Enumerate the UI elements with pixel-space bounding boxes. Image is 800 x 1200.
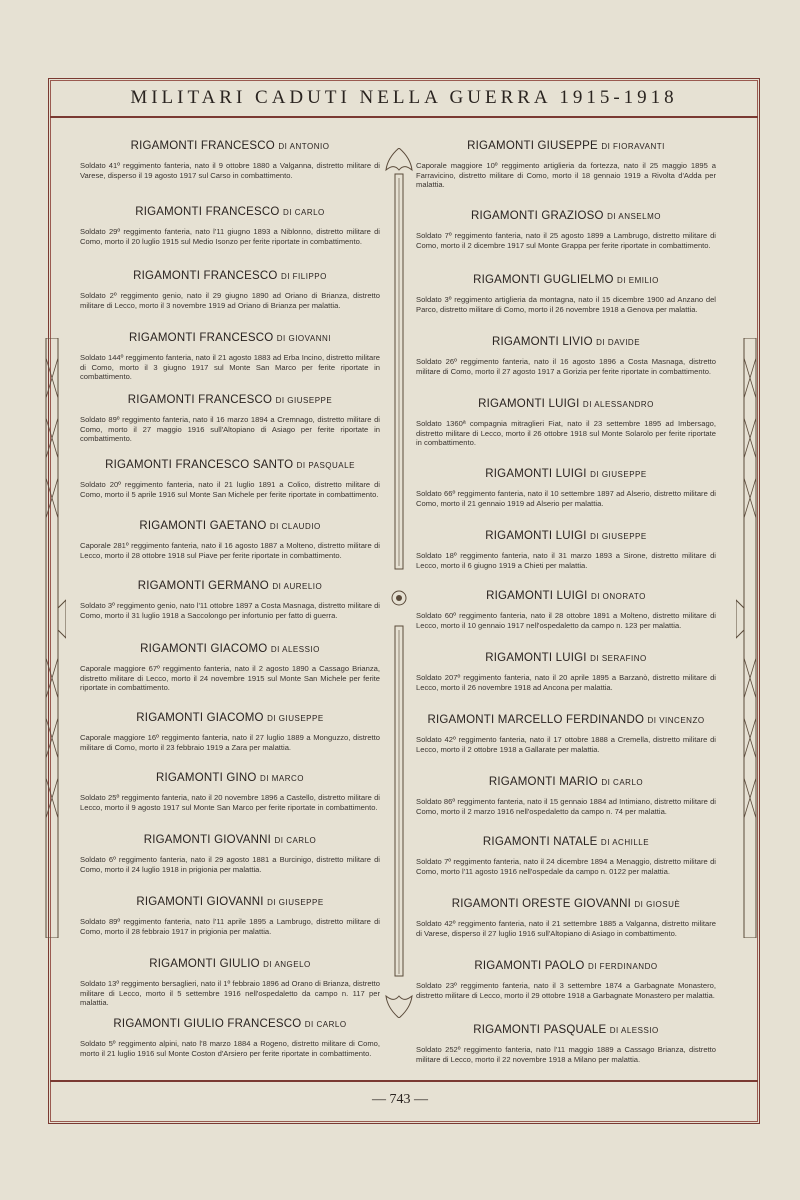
entry-father: DI CARLO <box>304 1020 347 1029</box>
entry-name: RIGAMONTI LUIGI <box>485 530 587 542</box>
entry-text: Soldato 89º reggimento fanteria, nato l'11 aprile 1895 a Lambrugo, distretto militare di Como, morto il 28 febbraio 1917 in prigionia per malattia. <box>80 917 380 936</box>
entry-father: DI GIUSEPPE <box>590 470 647 479</box>
entry-name: RIGAMONTI LUIGI <box>486 590 588 602</box>
entry-name: RIGAMONTI MARCELLO FERDINANDO <box>427 714 645 726</box>
entry-name: RIGAMONTI GRAZIOSO <box>471 210 604 222</box>
entry-name: RIGAMONTI FRANCESCO <box>128 332 274 344</box>
entry-father: DI ANSELMO <box>607 212 661 221</box>
entry-name: RIGAMONTI FRANCESCO SANTO <box>105 459 294 471</box>
entry-name: RIGAMONTI FRANCESCO <box>127 394 273 406</box>
entry-name: RIGAMONTI MARIO <box>488 776 598 788</box>
list-item <box>80 459 380 499</box>
entry-father: DI DAVIDE <box>596 338 641 347</box>
entry-text: Soldato 7º reggimento fanteria, nato il 25 agosto 1899 a Lambrugo, distretto militare di Como, morto il 2 dicembre 1917 sul Monte Grappa per ferite riportate in combattimento. <box>416 231 716 250</box>
list-item <box>416 1024 716 1064</box>
entry-name: RIGAMONTI ORESTE GIOVANNI <box>451 898 631 910</box>
entry-father: DI FIORAVANTI <box>601 142 665 151</box>
list-item <box>416 210 716 250</box>
entry-father: DI GIOSUÈ <box>634 900 681 909</box>
list-item <box>416 898 716 938</box>
entry-text: Soldato 66º reggimento fanteria, nato il 10 settembre 1897 ad Alserio, distretto militare di Como, morto il 21 gennaio 1919 ad Alserio per malattia. <box>416 489 716 508</box>
list-item <box>80 140 380 180</box>
list-item <box>80 520 380 560</box>
entry-text: Soldato 29º reggimento fanteria, nato l'11 giugno 1893 a Niblonno, distretto militare di Como, morto il 20 luglio 1915 sul Medio Isonzo per ferite riportate in combattimento. <box>80 227 380 246</box>
entry-father: DI GIUSEPPE <box>267 714 324 723</box>
list-item <box>80 772 380 812</box>
entry-text: Soldato 1360ª compagnia mitraglieri Fiat, nato il 23 settembre 1895 ad Imbersago, distretto militare di Lecco, morto il 26 ottobre 1918 sul Monte Solarolo per ferite riportate in combattimento. <box>416 419 716 447</box>
entry-text: Soldato 23º reggimento fanteria, nato il 3 settembre 1874 a Garbagnate Monastero, distretto militare di Lecco, morto il 29 ottobre 1918 a Garbagnate Monastero per malattia. <box>416 981 716 1000</box>
list-item <box>416 468 716 508</box>
entry-name: RIGAMONTI GIULIO <box>149 958 260 970</box>
entry-name: RIGAMONTI FRANCESCO <box>130 140 275 152</box>
entry-text: Soldato 3º reggimento artiglieria da montagna, nato il 15 dicembre 1900 ad Anzano del Parco, distretto militare di Como, morto il 26 novembre 1918 a Genova per malattia. <box>416 295 716 314</box>
entry-text: Soldato 207º reggimento fanteria, nato il 20 aprile 1895 a Barzanò, distretto militare di Lecco, morto il 26 novembre 1918 ad Ancona per malattia. <box>416 673 716 692</box>
entry-name: RIGAMONTI LUIGI <box>485 468 587 480</box>
entry-text: Soldato 7º reggimento fanteria, nato il 24 dicembre 1894 a Menaggio, distretto militare di Como, morto l'11 agosto 1916 nell'ospedale da campo n. 0122 per malattia. <box>416 857 716 876</box>
page-number: — 743 — <box>372 1092 428 1107</box>
entry-father: DI ALESSANDRO <box>582 400 654 409</box>
left-fasces-ornament-icon <box>38 338 66 938</box>
entry-name: RIGAMONTI GIOVANNI <box>143 834 272 846</box>
entry-text: Soldato 13º reggimento bersaglieri, nato il 1º febbraio 1896 ad Orano di Brianza, distretto militare di Lecco, morto il 5 settembre 1916 nell'ospedaletto da campo n. 117 per malattia. <box>80 979 380 1007</box>
entry-name: RIGAMONTI FRANCESCO <box>133 270 278 282</box>
entry-father: DI GIUSEPPE <box>275 396 333 405</box>
entry-text: Soldato 20º reggimento fanteria, nato il 21 luglio 1891 a Colico, distretto militare di Como, morto il 5 aprile 1916 sul Monte San Michele per ferite riportate in combattimento. <box>80 480 380 499</box>
entry-father: DI CARLO <box>274 836 317 845</box>
entry-name: RIGAMONTI PAOLO <box>474 960 585 972</box>
entry-name: RIGAMONTI NATALE <box>482 836 598 848</box>
entry-text: Soldato 144º reggimento fanteria, nato il 21 agosto 1883 ad Erba Incino, distretto militare di Como, morto il 3 giugno 1917 sul Monte San Marco per ferite riportate in combattimento. <box>80 353 380 381</box>
list-item <box>416 336 716 376</box>
entry-father: DI ALESSIO <box>609 1026 659 1035</box>
entry-father: DI GIOVANNI <box>276 334 332 343</box>
entry-father: DI VINCENZO <box>647 716 705 725</box>
page-header <box>50 80 758 118</box>
entry-name: RIGAMONTI FRANCESCO <box>135 206 280 218</box>
entry-text: Soldato 26º reggimento fanteria, nato il 16 agosto 1896 a Costa Masnaga, distretto militare di Como, morto il 27 agosto 1917 a Gorizia per ferite riportate in combattimento. <box>416 357 716 376</box>
entry-name: RIGAMONTI GIULIO FRANCESCO <box>113 1018 302 1030</box>
entry-name: RIGAMONTI GIOVANNI <box>136 896 264 908</box>
entry-text: Soldato 6º reggimento fanteria, nato il 29 agosto 1881 a Burcinigo, distretto militare di Como, morto il 24 luglio 1918 in prigionia per malattia. <box>80 855 380 874</box>
entry-father: DI PASQUALE <box>296 461 355 470</box>
entry-text: Caporale maggiore 10º reggimento artiglieria da fortezza, nato il 25 maggio 1895 a Farravicino, distretto militare di Como, morto il 18 gennaio 1919 a Rivolta d'Adda per malattia. <box>416 161 716 189</box>
entry-text: Caporale maggiore 16º reggimento fanteria, nato il 27 luglio 1889 a Monguzzo, distretto militare di Como, morto il 23 febbraio 1919 a Zara per malattia. <box>80 733 380 752</box>
entry-text: Soldato 86º reggimento fanteria, nato il 15 gennaio 1884 ad Intimiano, distretto militare di Como, morto il 2 marzo 1916 nell'ospedaletto da campo n. 74 per malattia. <box>416 797 716 816</box>
list-item <box>416 590 716 630</box>
entry-father: DI CARLO <box>282 208 325 217</box>
list-item <box>80 394 380 444</box>
entry-name: RIGAMONTI GAETANO <box>139 520 267 532</box>
entry-father: DI AURELIO <box>272 582 323 591</box>
entry-text: Soldato 252º reggimento fanteria, nato l'11 maggio 1889 a Cassago Brianza, distretto militare di Lecco, morto il 22 novembre 1918 a Milano per malattia. <box>416 1045 716 1064</box>
entry-father: DI GIUSEPPE <box>590 532 647 541</box>
entry-text: Soldato 3º reggimento genio, nato l'11 ottobre 1897 a Costa Masnaga, distretto militare di Como, morto il 31 luglio 1918 a Saccolongo per infortunio per fatto di guerra. <box>80 601 380 620</box>
list-item <box>416 714 716 754</box>
entry-father: DI CLAUDIO <box>269 522 321 531</box>
entry-father: DI ANGELO <box>263 960 311 969</box>
list-item <box>416 836 716 876</box>
entry-name: RIGAMONTI PASQUALE <box>473 1024 607 1036</box>
entry-text: Soldato 5º reggimento alpini, nato l'8 marzo 1884 a Rogeno, distretto militare di Como, morto il 21 luglio 1916 sul Monte Coston d'Arsiero per ferite riportate in combattimento. <box>80 1039 380 1058</box>
list-item <box>80 643 380 693</box>
entry-text: Soldato 41º reggimento fanteria, nato il 9 ottobre 1880 a Valganna, distretto militare di Varese, disperso il 19 agosto 1917 sul Carso in combattimento. <box>80 161 380 180</box>
entry-father: DI ONORATO <box>590 592 646 601</box>
entry-text: Soldato 89º reggimento fanteria, nato il 16 marzo 1894 a Cremnago, distretto militare di Como, morto il 27 maggio 1916 sull'Altopiano di Asiago per ferite riportate in combattimento. <box>80 415 380 443</box>
entry-text: Caporale 281º reggimento fanteria, nato il 16 agosto 1887 a Molteno, distretto militare di Lecco, morto il 28 ottobre 1918 sul Piave per ferite riportate in combattimento. <box>80 541 380 560</box>
entry-father: DI FILIPPO <box>280 272 327 281</box>
entry-father: DI ACHILLE <box>600 838 650 847</box>
entry-text: Caporale maggiore 67º reggimento fanteria, nato il 2 agosto 1890 a Cassago Brianza, distretto militare di Lecco, morto il 24 novembre 1915 sul Monte San Michele per ferite riportate in combattimento. <box>80 664 380 692</box>
list-item <box>80 270 380 310</box>
entry-text: Soldato 25º reggimento fanteria, nato il 20 novembre 1896 a Castello, distretto militare di Lecco, morto il 9 agosto 1917 sul Monte San Marco per ferite riportate in combattimento. <box>80 793 380 812</box>
center-ornament-column-icon <box>384 148 414 1018</box>
list-item <box>416 140 716 190</box>
right-fasces-ornament-icon <box>736 338 764 938</box>
list-item <box>80 712 380 752</box>
entry-father: DI CARLO <box>601 778 644 787</box>
entry-name: RIGAMONTI LUIGI <box>478 398 580 410</box>
entry-text: Soldato 2º reggimento genio, nato il 29 giugno 1890 ad Oriano di Brianza, distretto militare di Lecco, morto il 3 novembre 1919 ad Oriano di Brianza per malattia. <box>80 291 380 310</box>
entry-text: Soldato 42º reggimento fanteria, nato il 17 ottobre 1888 a Cremella, distretto militare di Lecco, morto il 2 ottobre 1918 a Gallarate per malattia. <box>416 735 716 754</box>
entry-father: DI FERDINANDO <box>587 962 658 971</box>
list-item <box>416 398 716 448</box>
entry-name: RIGAMONTI GUGLIELMO <box>473 274 614 286</box>
entry-text: Soldato 18º reggimento fanteria, nato il 31 marzo 1893 a Sirone, distretto militare di Lecco, morto il 6 giugno 1919 a Chieti per malattia. <box>416 551 716 570</box>
list-item <box>80 896 380 936</box>
entry-name: RIGAMONTI LIVIO <box>491 336 593 348</box>
entry-father: DI GIUSEPPE <box>267 898 324 907</box>
footer-divider <box>50 1080 758 1082</box>
entry-text: Soldato 42º reggimento fanteria, nato il 21 settembre 1885 a Valganna, distretto militare di Varese, disperso il 27 luglio 1916 sull'Altopiano di Asiago in combattimento. <box>416 919 716 938</box>
entry-name: RIGAMONTI LUIGI <box>485 652 587 664</box>
list-item <box>80 1018 380 1058</box>
list-item <box>416 960 716 1000</box>
list-item <box>80 580 380 620</box>
entry-father: DI MARCO <box>259 774 304 783</box>
list-item <box>80 206 380 246</box>
entry-father: DI ANTONIO <box>278 142 330 151</box>
entry-father: DI ALESSIO <box>270 645 320 654</box>
entry-name: RIGAMONTI GIACOMO <box>140 643 268 655</box>
list-item <box>416 530 716 570</box>
list-item <box>80 834 380 874</box>
entry-name: RIGAMONTI GINO <box>156 772 257 784</box>
list-item <box>416 652 716 692</box>
list-item <box>80 958 380 1008</box>
entry-name: RIGAMONTI GIACOMO <box>136 712 264 724</box>
entry-text: Soldato 60º reggimento fanteria, nato il 28 ottobre 1891 a Molteno, distretto militare di Lecco, morto il 10 gennaio 1917 nell'ospedaletto da campo n. 123 per malattia. <box>416 611 716 630</box>
entry-name: RIGAMONTI GIUSEPPE <box>467 140 598 152</box>
list-item <box>416 776 716 816</box>
entry-name: RIGAMONTI GERMANO <box>137 580 269 592</box>
entry-father: DI EMILIO <box>617 276 659 285</box>
page-title: MILITARI CADUTI NELLA GUERRA 1915-1918 <box>130 87 678 108</box>
list-item <box>416 274 716 314</box>
entry-father: DI SERAFINO <box>590 654 647 663</box>
list-item <box>80 332 380 382</box>
